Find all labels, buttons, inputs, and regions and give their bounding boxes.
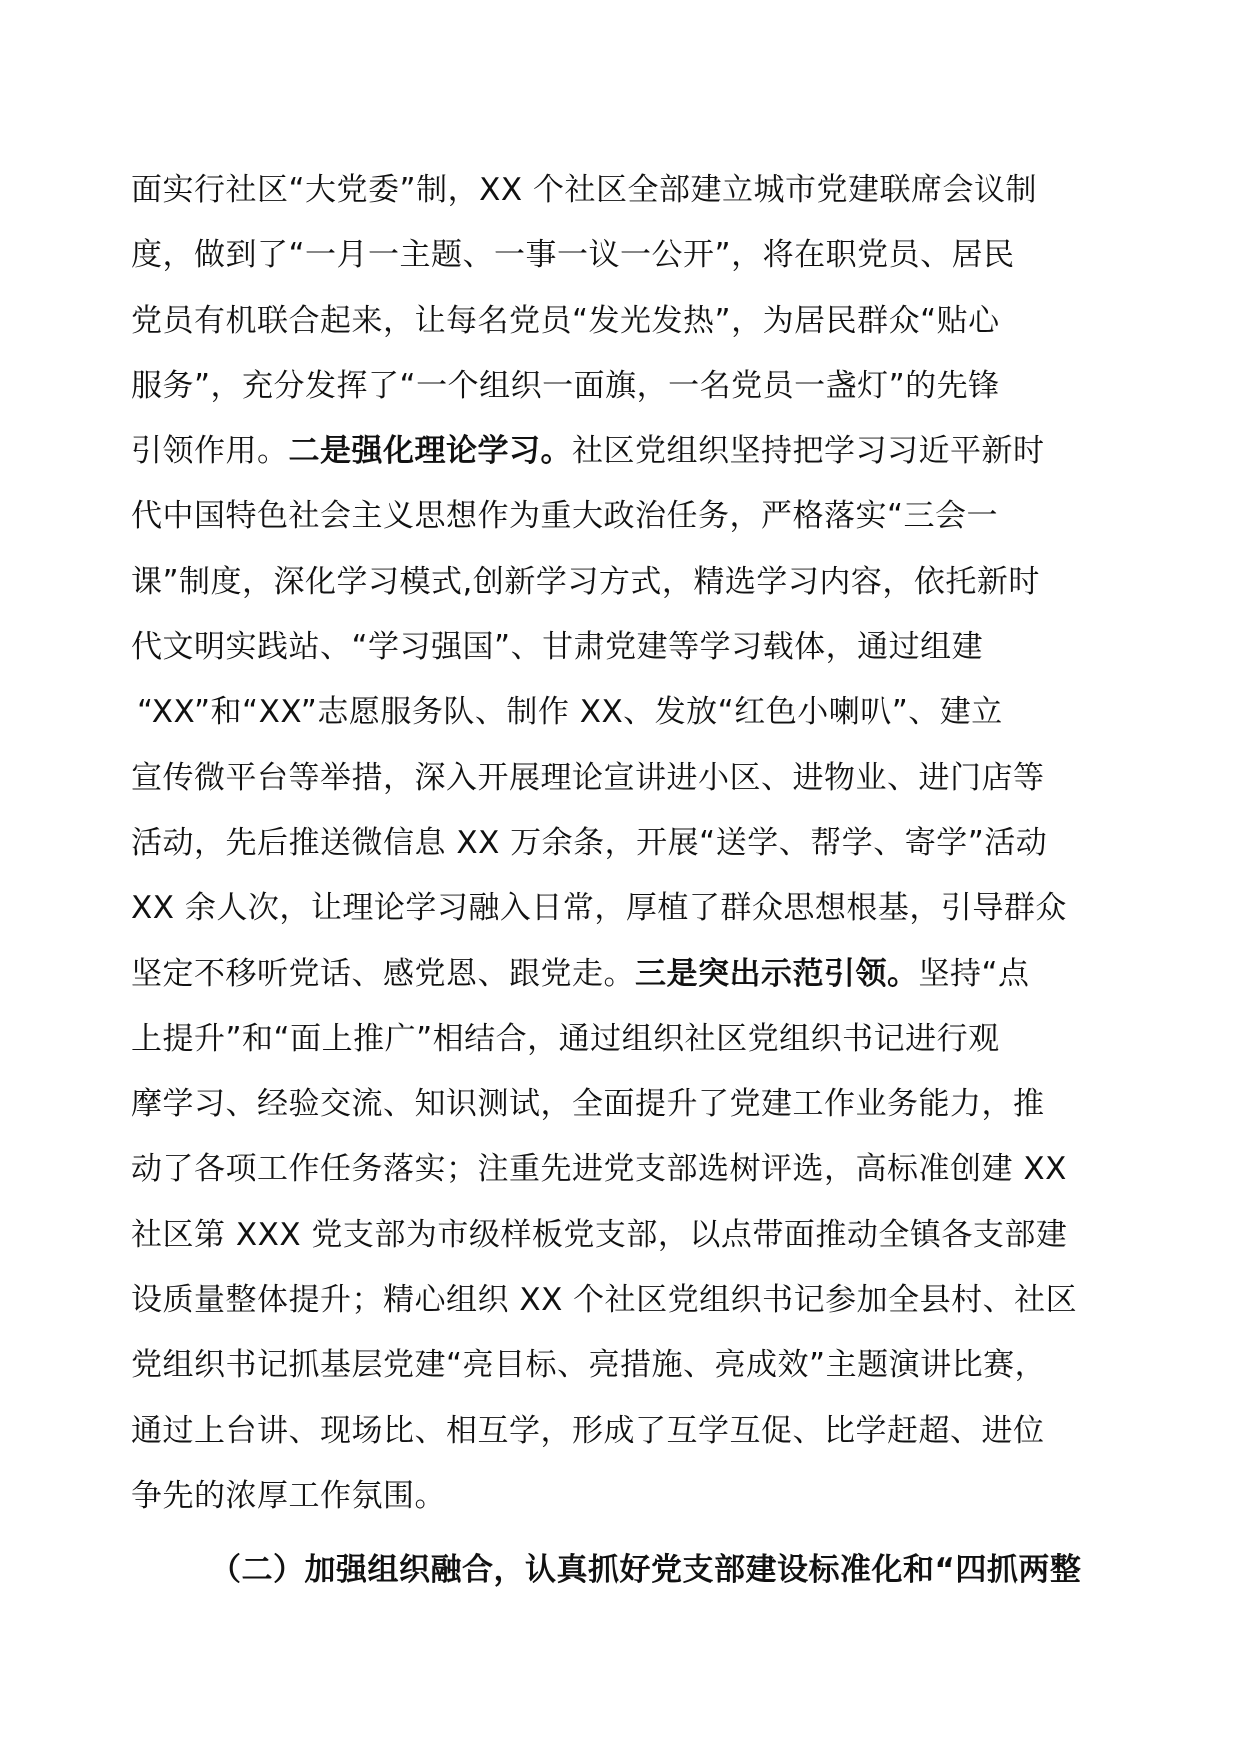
text-line [0, 419, 1240, 484]
line-segment: 坚持“点 [918, 955, 1030, 992]
text-line [0, 811, 1240, 876]
bold-subheading: 三是突出示范引领。 [635, 955, 919, 992]
text-line [0, 876, 1240, 941]
line-segment: 党员有机联合起来，让每名党员“发光发热”，为居民群众“贴心 [131, 302, 1000, 339]
line-segment: 引领作用。 [131, 433, 289, 470]
line-segment: 代文明实践站、“学习强国”、甘肃党建等学习载体，通过组建 [131, 629, 984, 666]
text-line [0, 1137, 1240, 1202]
line-segment: 摩学习、经验交流、知识测试，全面提升了党建工作业务能力，推 [131, 1086, 1045, 1123]
line-segment: 课”制度，深化学习模式,创新学习方式，精选学习内容，依托新时 [131, 563, 1040, 600]
line-segment: 设质量整体提升；精心组织 XX 个社区党组织书记参加全县村、社区 [131, 1282, 1078, 1319]
section-heading: （二）加强组织融合，认真抓好党支部建设标准化和“四抓两整 [210, 1552, 1082, 1588]
line-segment: 争先的浓厚工作氛围。 [131, 1477, 446, 1514]
text-line [0, 1399, 1240, 1464]
text-line [0, 615, 1240, 680]
line-segment: 社区第 XXX 党支部为市级样板党支部，以点带面推动全镇各支部建 [131, 1216, 1068, 1253]
body-text [0, 158, 1240, 1529]
text-line [0, 680, 1240, 745]
line-segment: 坚定不移听党话、感党恩、跟党走。 [131, 955, 635, 992]
line-segment: 动了各项工作任务落实；注重先进党支部选树评选，高标准创建 XX [131, 1151, 1067, 1188]
text-line [0, 1464, 1240, 1529]
line-segment: 服务”，充分发挥了“一个组织一面旗，一名党员一盏灯”的先锋 [131, 367, 1000, 404]
text-line [0, 484, 1240, 549]
text-line [0, 289, 1240, 354]
bold-subheading: 二是强化理论学习。 [288, 433, 572, 470]
line-segment: 代中国特色社会主义思想作为重大政治任务，严格落实“三会一 [131, 498, 999, 535]
line-segment: 度，做到了“一月一主题、一事一议一公开”，将在职党员、居民 [131, 237, 1015, 274]
line-segment: “XX”和“XX”志愿服务队、制作 XX、发放“红色小喇叭”、建立 [137, 694, 1003, 731]
text-line [0, 1072, 1240, 1137]
text-line [0, 223, 1240, 288]
line-segment: XX 余人次，让理论学习融入日常，厚植了群众思想根基，引导群众 [131, 890, 1067, 927]
text-line [0, 1333, 1240, 1398]
line-segment: 宣传微平台等举措，深入开展理论宣讲进小区、进物业、进门店等 [131, 759, 1045, 796]
line-segment: 社区党组织坚持把学习习近平新时 [572, 433, 1045, 470]
line-segment: 上提升”和“面上推广”相结合，通过组织社区党组织书记进行观 [131, 1020, 1000, 1057]
text-line [0, 550, 1240, 615]
text-line [0, 1007, 1240, 1072]
line-segment: 党组织书记抓基层党建“亮目标、亮措施、亮成效”主题演讲比赛， [131, 1347, 1047, 1384]
text-line [0, 354, 1240, 419]
line-segment: 面实行社区“大党委”制，XX 个社区全部建立城市党建联席会议制 [131, 172, 1037, 208]
text-line [0, 1203, 1240, 1268]
text-line [0, 942, 1240, 1007]
line-segment: 活动，先后推送微信息 XX 万余条，开展“送学、帮学、寄学”活动 [131, 824, 1048, 861]
text-line [0, 158, 1240, 223]
text-line [0, 746, 1240, 811]
text-line [0, 1268, 1240, 1333]
line-segment: 通过上台讲、现场比、相互学，形成了互学互促、比学赶超、进位 [131, 1412, 1045, 1449]
